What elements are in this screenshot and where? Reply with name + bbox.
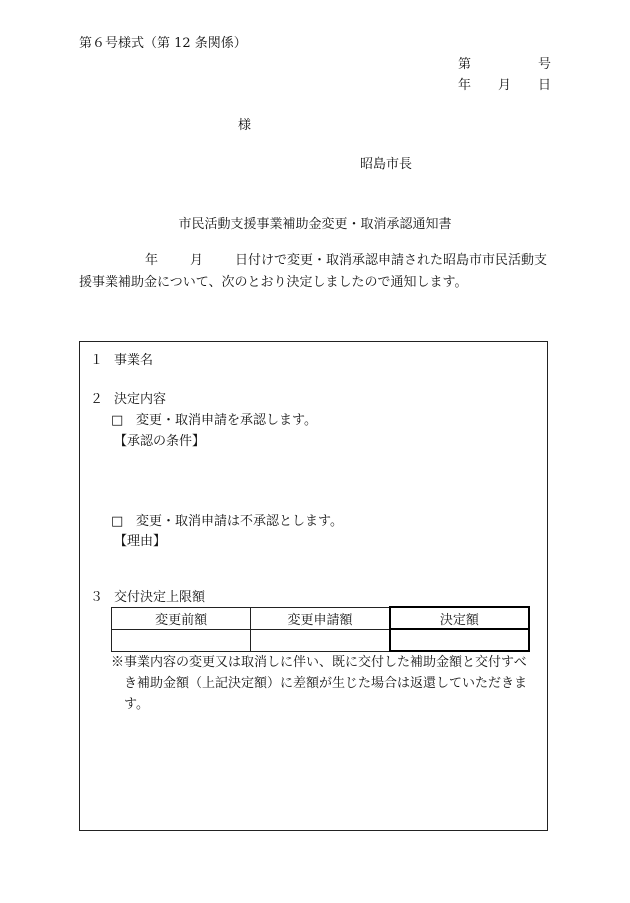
- intro-year: 年: [145, 253, 159, 268]
- form-number: 第６号様式（第 12 条関係）: [79, 36, 247, 51]
- refund-note: [111, 652, 543, 715]
- intro-month: 月: [190, 253, 204, 268]
- doc-no-suffix: 号: [537, 57, 551, 72]
- amount-value-row: [112, 629, 530, 651]
- doc-no-prefix: 第: [458, 57, 472, 72]
- intro-line-2: 援事業補助金について、次のとおり決定しましたので通知します。: [79, 275, 468, 290]
- item-2: [90, 388, 166, 407]
- note-line-3: す。: [124, 697, 149, 712]
- amount-table: [111, 606, 530, 652]
- intro-paragraph: [79, 250, 555, 294]
- reason-label: 【理由】: [114, 534, 167, 549]
- intro-line1-rest: 日付けで変更・取消承認申請された昭島市市民活動支: [235, 253, 548, 268]
- requested-amount-cell[interactable]: [251, 629, 390, 651]
- decision-box: [79, 341, 548, 831]
- item-1-label: 事業名: [114, 353, 154, 368]
- approve-checkbox-icon[interactable]: □: [111, 413, 124, 428]
- conditions-label: 【承認の条件】: [114, 434, 206, 449]
- document-title: 市民活動支援事業補助金変更・取消承認通知書: [178, 217, 452, 232]
- reject-option[interactable]: [111, 510, 343, 529]
- date-month: 月: [497, 78, 511, 93]
- amount-header-row: [112, 607, 530, 629]
- approve-option[interactable]: [111, 409, 317, 428]
- document-number: [458, 53, 551, 74]
- note-line-1: ※事業内容の変更又は取消しに伴い、既に交付した補助金額と交付すべ: [111, 655, 527, 670]
- reject-checkbox-icon[interactable]: □: [111, 514, 124, 529]
- note-line-2: き補助金額（上記決定額）に差額が生じた場合は返還していただきま: [124, 676, 528, 691]
- item-1: [90, 349, 153, 368]
- col-decided-amount: 決定額: [390, 607, 529, 629]
- item-3-num: ３: [90, 590, 104, 605]
- issue-date: [458, 74, 551, 93]
- item-3-label: 交付決定上限額: [114, 590, 206, 605]
- item-3: [90, 586, 205, 605]
- date-day: 日: [537, 78, 551, 93]
- decided-amount-cell[interactable]: [390, 629, 529, 651]
- item-1-num: １: [90, 353, 104, 368]
- reject-text: 変更・取消申請は不承認とします。: [136, 514, 343, 529]
- approve-text: 変更・取消申請を承認します。: [136, 413, 317, 428]
- before-amount-cell[interactable]: [112, 629, 251, 651]
- intro-line-1: [79, 250, 555, 272]
- recipient: 様: [238, 118, 252, 133]
- item-2-num: ２: [90, 392, 104, 407]
- date-year: 年: [458, 78, 472, 93]
- item-2-label: 決定内容: [114, 392, 167, 407]
- sender: 昭島市長: [360, 157, 413, 172]
- col-before-amount: 変更前額: [112, 607, 251, 629]
- col-requested-amount: 変更申請額: [251, 607, 390, 629]
